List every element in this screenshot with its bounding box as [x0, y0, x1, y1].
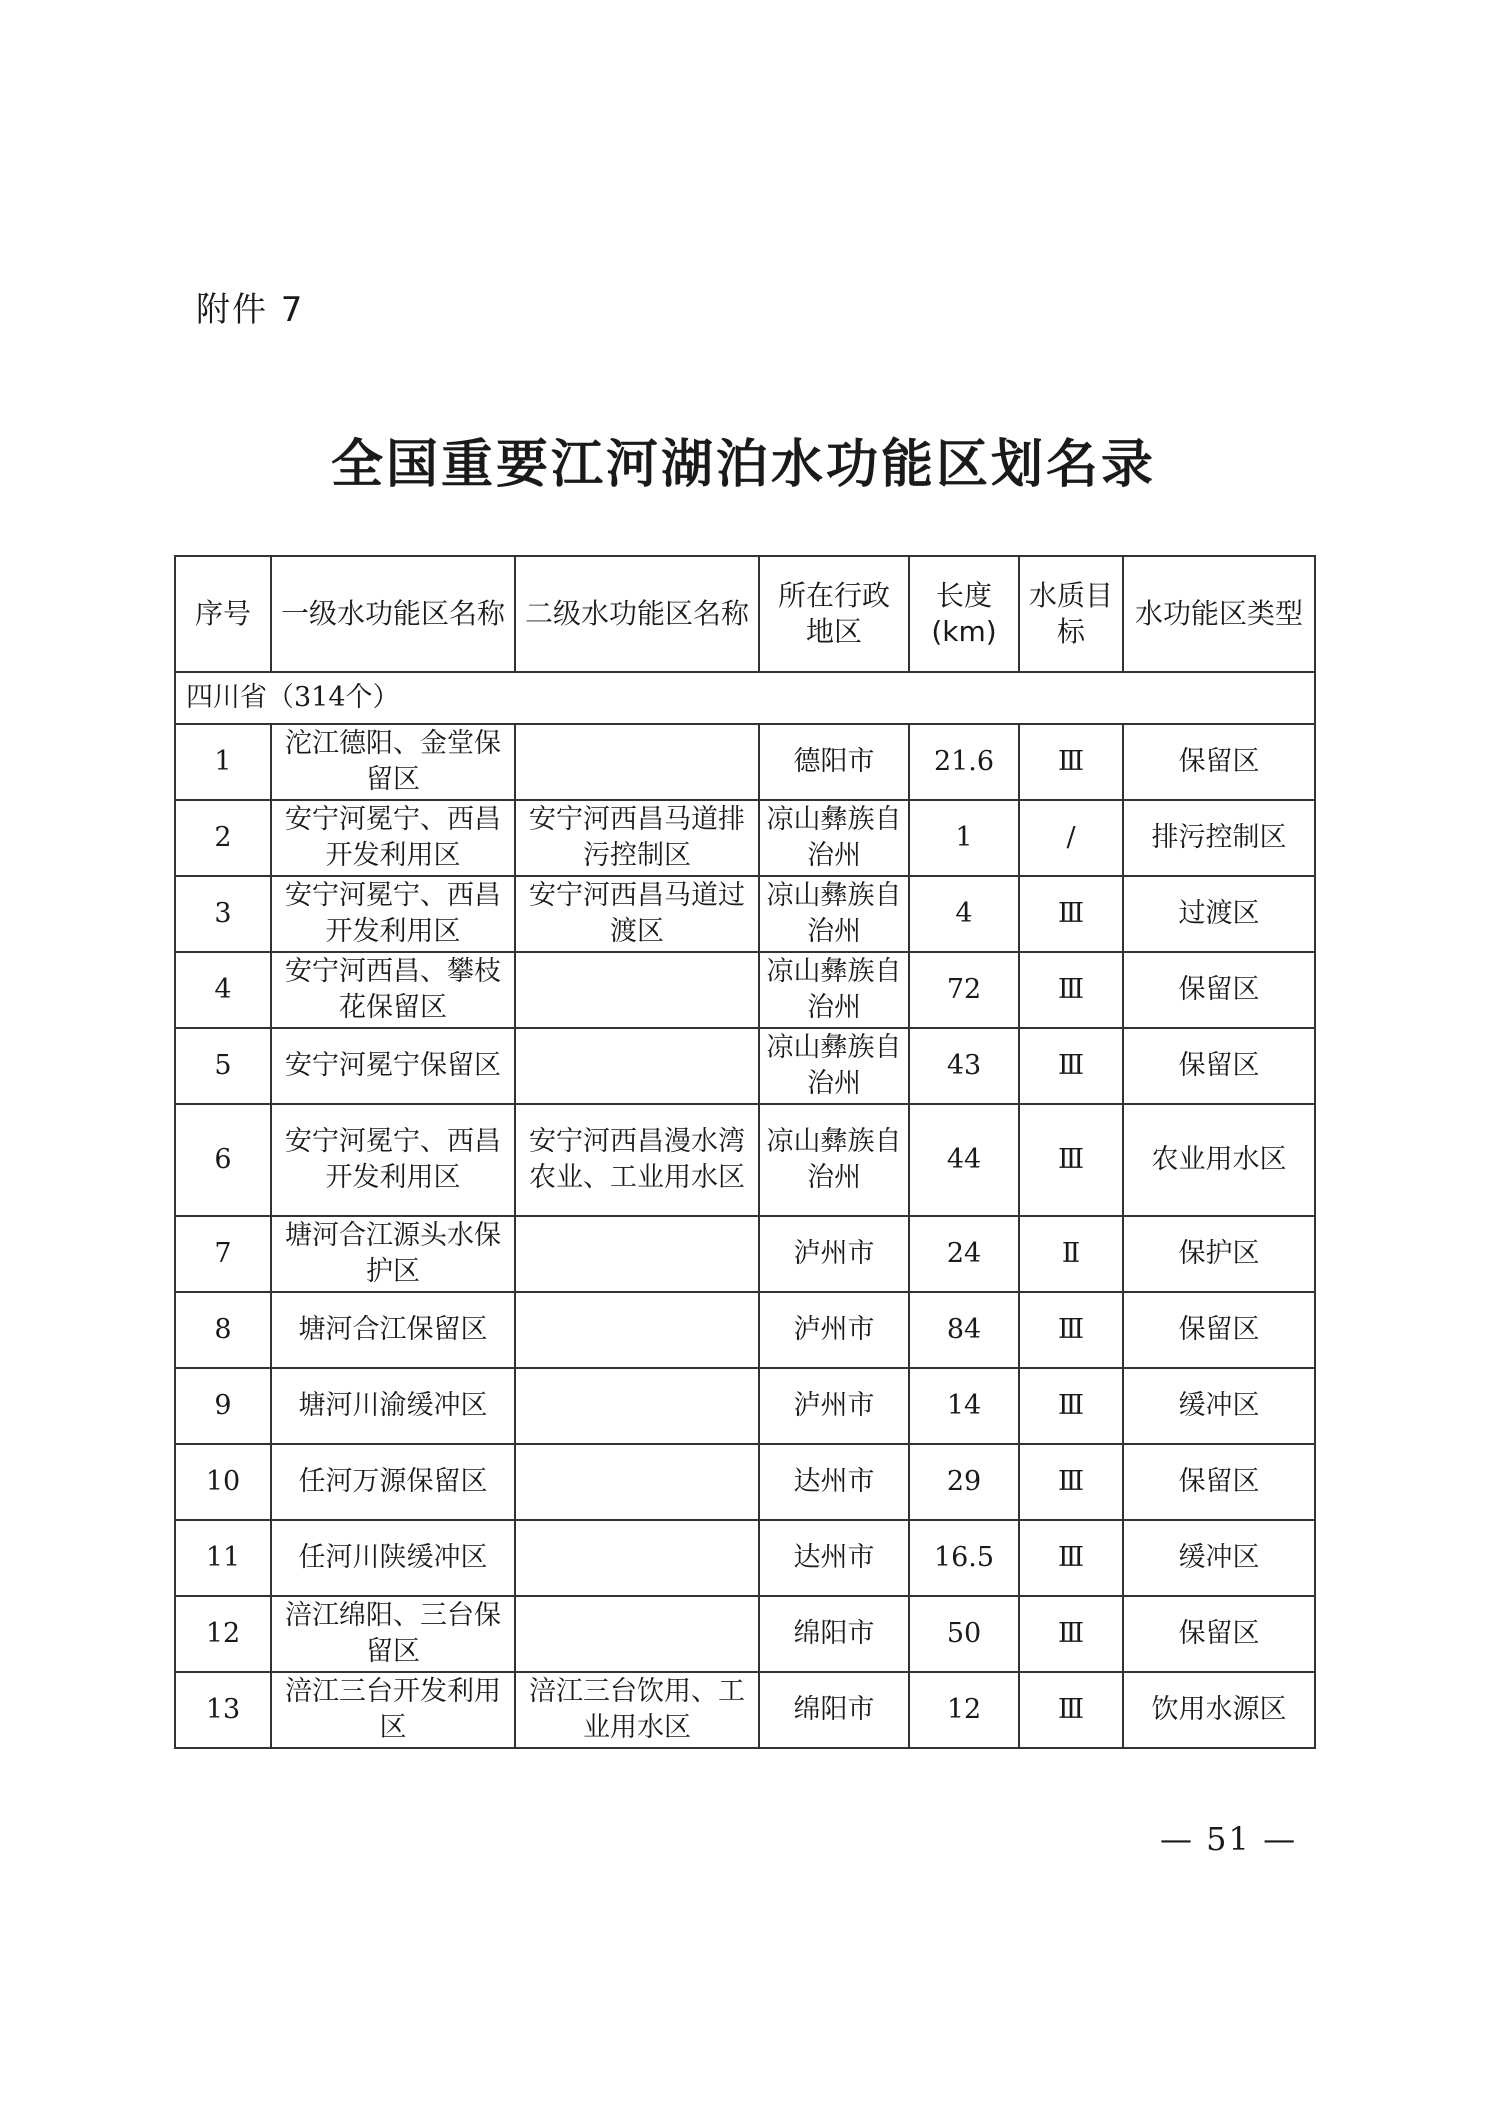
- header-region: 所在行政地区: [759, 556, 909, 672]
- cell-no: 4: [175, 952, 271, 1028]
- table-row: [175, 724, 1315, 800]
- group-row: [175, 672, 1315, 724]
- cell-primary-zone: 塘河合江保留区: [271, 1292, 515, 1368]
- cell-secondary-zone: 涪江三台饮用、工业用水区: [515, 1672, 759, 1748]
- header-zone-type: 水功能区类型: [1123, 556, 1315, 672]
- cell-length: 84: [909, 1292, 1019, 1368]
- cell-no: 6: [175, 1104, 271, 1216]
- cell-zone-type: 保留区: [1123, 1444, 1315, 1520]
- cell-primary-zone: 任河川陕缓冲区: [271, 1520, 515, 1596]
- header-no: 序号: [175, 556, 271, 672]
- cell-water-quality: Ⅲ: [1019, 1368, 1123, 1444]
- cell-secondary-zone: 安宁河西昌马道过渡区: [515, 876, 759, 952]
- cell-length: 16.5: [909, 1520, 1019, 1596]
- cell-length: 12: [909, 1672, 1019, 1748]
- cell-zone-type: 缓冲区: [1123, 1368, 1315, 1444]
- cell-water-quality: Ⅲ: [1019, 724, 1123, 800]
- cell-zone-type: 饮用水源区: [1123, 1672, 1315, 1748]
- cell-water-quality: Ⅲ: [1019, 1444, 1123, 1520]
- table-row: [175, 952, 1315, 1028]
- cell-zone-type: 保留区: [1123, 1292, 1315, 1368]
- cell-secondary-zone: 安宁河西昌马道排污控制区: [515, 800, 759, 876]
- cell-secondary-zone: [515, 952, 759, 1028]
- table-row: [175, 1444, 1315, 1520]
- cell-no: 12: [175, 1596, 271, 1672]
- table-row: [175, 800, 1315, 876]
- cell-zone-type: 保留区: [1123, 952, 1315, 1028]
- header-length: 长度(km): [909, 556, 1019, 672]
- cell-length: 44: [909, 1104, 1019, 1216]
- cell-region: 德阳市: [759, 724, 909, 800]
- cell-region: 达州市: [759, 1444, 909, 1520]
- cell-zone-type: 保护区: [1123, 1216, 1315, 1292]
- cell-no: 1: [175, 724, 271, 800]
- cell-water-quality: Ⅲ: [1019, 1028, 1123, 1104]
- cell-secondary-zone: 安宁河西昌漫水湾农业、工业用水区: [515, 1104, 759, 1216]
- cell-water-quality: /: [1019, 800, 1123, 876]
- cell-length: 72: [909, 952, 1019, 1028]
- cell-no: 10: [175, 1444, 271, 1520]
- function-zone-table: [174, 555, 1316, 1749]
- cell-no: 11: [175, 1520, 271, 1596]
- cell-primary-zone: 安宁河冕宁、西昌开发利用区: [271, 1104, 515, 1216]
- cell-primary-zone: 任河万源保留区: [271, 1444, 515, 1520]
- cell-length: 4: [909, 876, 1019, 952]
- cell-zone-type: 保留区: [1123, 724, 1315, 800]
- cell-secondary-zone: [515, 1216, 759, 1292]
- cell-water-quality: Ⅲ: [1019, 1520, 1123, 1596]
- cell-primary-zone: 安宁河西昌、攀枝花保留区: [271, 952, 515, 1028]
- cell-secondary-zone: [515, 1444, 759, 1520]
- cell-length: 50: [909, 1596, 1019, 1672]
- table-row: [175, 1216, 1315, 1292]
- cell-length: 1: [909, 800, 1019, 876]
- cell-length: 21.6: [909, 724, 1019, 800]
- cell-region: 绵阳市: [759, 1672, 909, 1748]
- cell-water-quality: Ⅲ: [1019, 1292, 1123, 1368]
- cell-region: 凉山彝族自治州: [759, 1028, 909, 1104]
- cell-primary-zone: 塘河合江源头水保护区: [271, 1216, 515, 1292]
- table-row: [175, 1672, 1315, 1748]
- cell-water-quality: Ⅲ: [1019, 1596, 1123, 1672]
- cell-water-quality: Ⅲ: [1019, 1104, 1123, 1216]
- table-row: [175, 1368, 1315, 1444]
- cell-zone-type: 过渡区: [1123, 876, 1315, 952]
- cell-zone-type: 农业用水区: [1123, 1104, 1315, 1216]
- cell-length: 14: [909, 1368, 1019, 1444]
- cell-zone-type: 保留区: [1123, 1028, 1315, 1104]
- attachment-label: 附件 7: [196, 290, 305, 330]
- cell-region: 凉山彝族自治州: [759, 800, 909, 876]
- cell-primary-zone: 塘河川渝缓冲区: [271, 1368, 515, 1444]
- province-group-label: 四川省（314个）: [175, 672, 1315, 724]
- cell-water-quality: Ⅲ: [1019, 1672, 1123, 1748]
- cell-region: 泸州市: [759, 1368, 909, 1444]
- cell-zone-type: 排污控制区: [1123, 800, 1315, 876]
- cell-secondary-zone: [515, 1028, 759, 1104]
- page-number: — 51 —: [1160, 1820, 1298, 1858]
- cell-no: 5: [175, 1028, 271, 1104]
- cell-primary-zone: 涪江绵阳、三台保留区: [271, 1596, 515, 1672]
- table-header-row: [175, 556, 1315, 672]
- header-primary-zone: 一级水功能区名称: [271, 556, 515, 672]
- cell-zone-type: 保留区: [1123, 1596, 1315, 1672]
- cell-length: 43: [909, 1028, 1019, 1104]
- cell-primary-zone: 安宁河冕宁保留区: [271, 1028, 515, 1104]
- cell-region: 凉山彝族自治州: [759, 1104, 909, 1216]
- cell-secondary-zone: [515, 1368, 759, 1444]
- header-water-quality: 水质目标: [1019, 556, 1123, 672]
- cell-secondary-zone: [515, 1520, 759, 1596]
- table-row: [175, 1028, 1315, 1104]
- cell-primary-zone: 安宁河冕宁、西昌开发利用区: [271, 800, 515, 876]
- cell-no: 9: [175, 1368, 271, 1444]
- cell-water-quality: Ⅲ: [1019, 876, 1123, 952]
- cell-secondary-zone: [515, 1596, 759, 1672]
- cell-no: 13: [175, 1672, 271, 1748]
- cell-zone-type: 缓冲区: [1123, 1520, 1315, 1596]
- cell-region: 绵阳市: [759, 1596, 909, 1672]
- cell-secondary-zone: [515, 724, 759, 800]
- cell-length: 24: [909, 1216, 1019, 1292]
- cell-secondary-zone: [515, 1292, 759, 1368]
- cell-no: 7: [175, 1216, 271, 1292]
- cell-region: 达州市: [759, 1520, 909, 1596]
- cell-region: 凉山彝族自治州: [759, 952, 909, 1028]
- cell-water-quality: Ⅲ: [1019, 952, 1123, 1028]
- cell-primary-zone: 涪江三台开发利用区: [271, 1672, 515, 1748]
- table-row: [175, 1596, 1315, 1672]
- cell-length: 29: [909, 1444, 1019, 1520]
- table-row: [175, 876, 1315, 952]
- table-row: [175, 1520, 1315, 1596]
- document-title: 全国重要江河湖泊水功能区划名录: [330, 435, 1156, 495]
- cell-no: 3: [175, 876, 271, 952]
- cell-region: 泸州市: [759, 1216, 909, 1292]
- cell-water-quality: Ⅱ: [1019, 1216, 1123, 1292]
- header-secondary-zone: 二级水功能区名称: [515, 556, 759, 672]
- cell-region: 泸州市: [759, 1292, 909, 1368]
- cell-primary-zone: 安宁河冕宁、西昌开发利用区: [271, 876, 515, 952]
- table-row: [175, 1292, 1315, 1368]
- cell-primary-zone: 沱江德阳、金堂保留区: [271, 724, 515, 800]
- table-row: [175, 1104, 1315, 1216]
- cell-no: 2: [175, 800, 271, 876]
- cell-region: 凉山彝族自治州: [759, 876, 909, 952]
- cell-no: 8: [175, 1292, 271, 1368]
